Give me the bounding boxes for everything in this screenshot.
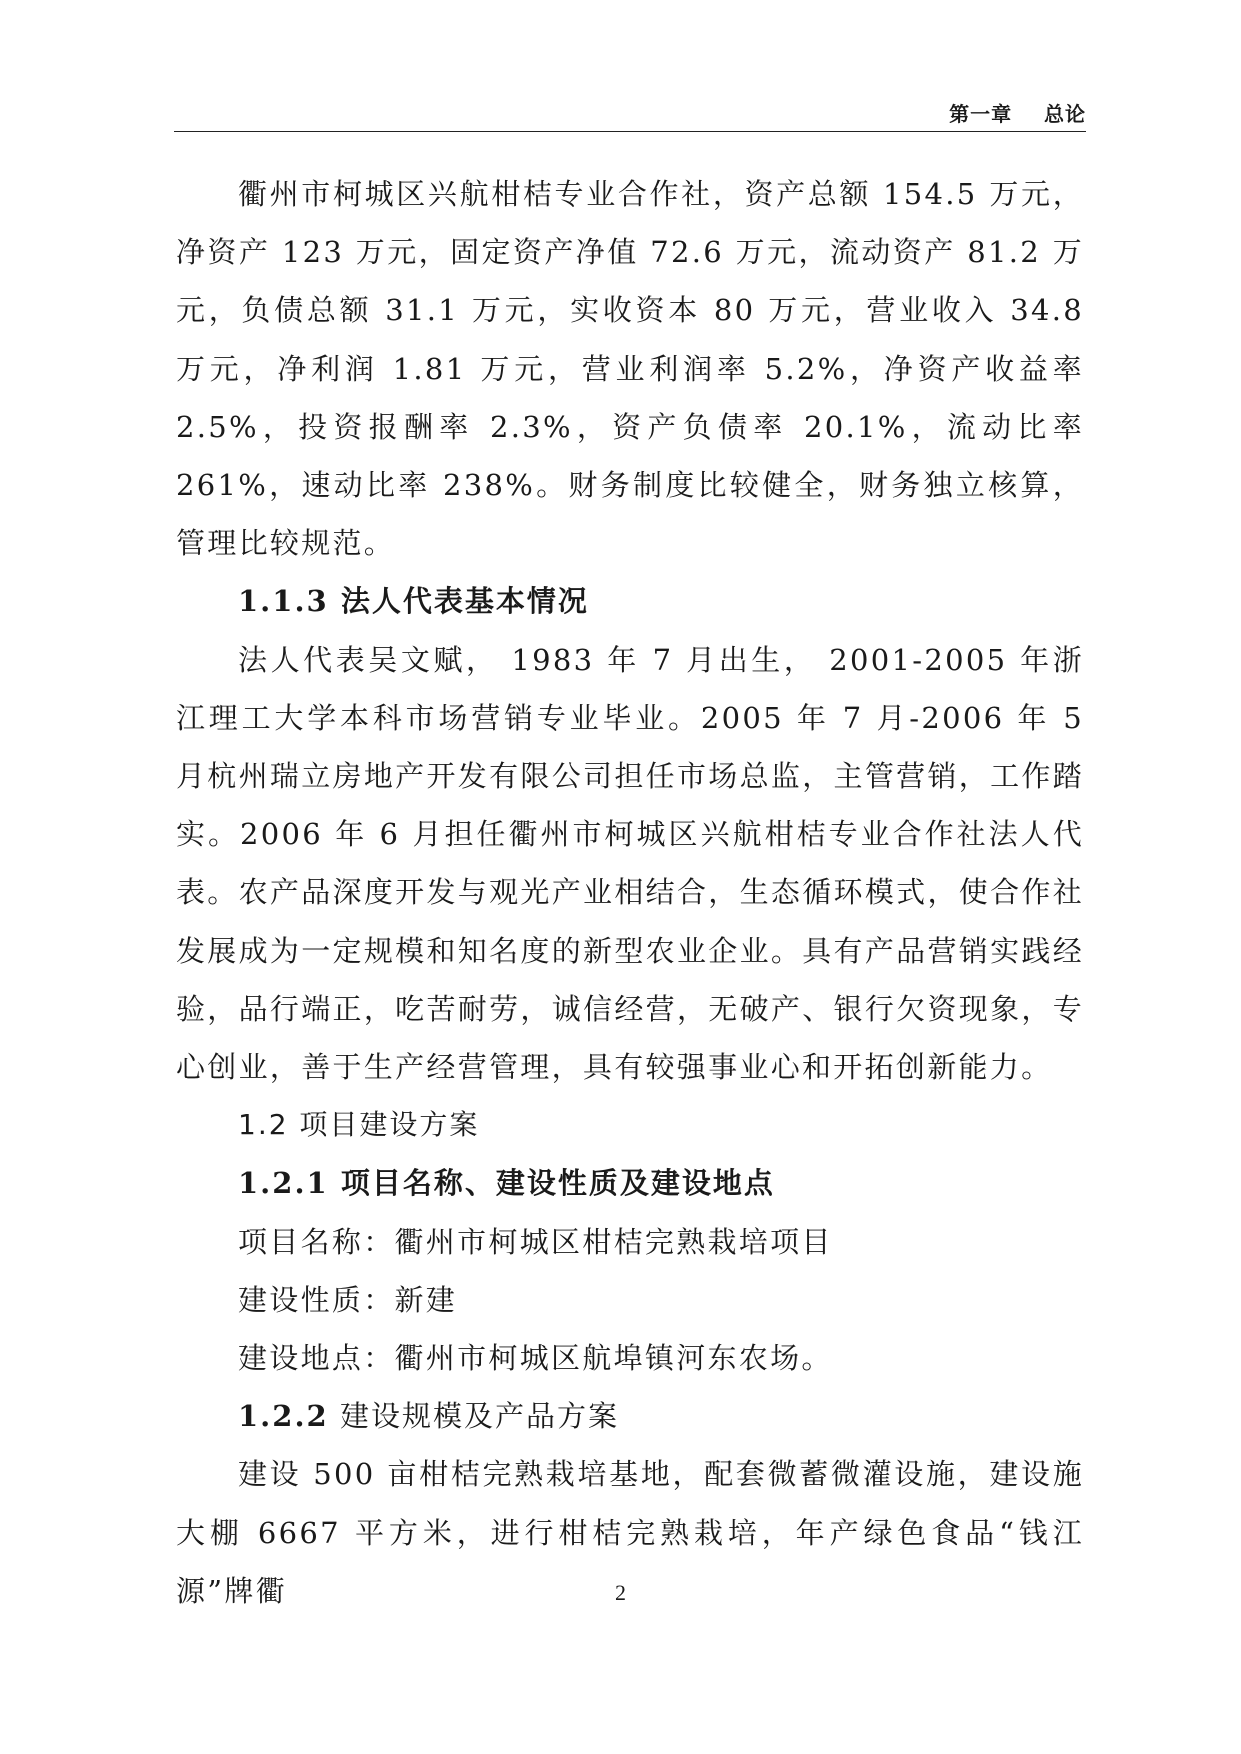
section-heading-1-2-2: [176, 1387, 1084, 1445]
page-number: 2: [615, 1580, 626, 1605]
section-number-1-2-2: 1.2.2: [238, 1399, 329, 1434]
header-divider: [174, 131, 1086, 132]
section-heading-1-2: 1.2 项目建设方案: [238, 1108, 480, 1142]
document-body: [176, 165, 1084, 1620]
section-heading-1-1-3: 1.1.3 法人代表基本情况: [238, 584, 589, 619]
section-heading-1-2-1: 1.2.1 项目名称、建设性质及建设地点: [238, 1166, 775, 1201]
paragraph-finance: 衢州市柯城区兴航柑桔专业合作社，资产总额 154.5 万元，净资产 123 万元，固定资产净值 72.6 万元，流动资产 81.2 万元，负债总额 31.1 万元，实收资本 80 万元，营业收入 34.8 万元，净利润 1.81 万元，营业利润率 5.2%，净资产收益率 2.5%，投资报酬率 2.3%，资产负债率 20.1%，流动比率 261%，速动比率 238%。财务制度比较健全，财务独立核算，管理比较规范。: [176, 177, 1084, 561]
paragraph-scale: 建设 500 亩柑桔完熟栽培基地，配套微蓄微灌设施，建设施大棚 6667 平方米，进行柑桔完熟栽培，年产绿色食品“钱江源”牌衢: [176, 1457, 1084, 1608]
project-location-line: 建设地点：衢州市柯城区航埠镇河东农场。: [238, 1341, 833, 1376]
paragraph-legal-representative: 法人代表吴文赋， 1983 年 7 月出生， 2001-2005 年浙江理工大学本科市场营销专业毕业。2005 年 7 月-2006 年 5 月杭州瑞立房地产开发有限公司担任市场总监，主管营销，工作踏实。2006 年 6 月担任衢州市柯城区兴航柑桔专业合作社法人代表。农产品深度开发与观光产业相结合，生态循环模式，使合作社发展成为一定规模和知名度的新型农业企业。具有产品营销实践经验，品行端正，吃苦耐劳，诚信经营，无破产、银行欠资现象，专心创业，善于生产经营管理，具有较强事业心和开拓创新能力。: [176, 642, 1084, 1085]
project-name-line: 项目名称：衢州市柯城区柑桔完熟栽培项目: [238, 1224, 833, 1259]
chapter-header-title: 第一章 总论: [949, 102, 1086, 126]
project-nature-line: 建设性质：新建: [238, 1282, 458, 1317]
section-title-1-2-2: 建设规模及产品方案: [339, 1399, 619, 1434]
